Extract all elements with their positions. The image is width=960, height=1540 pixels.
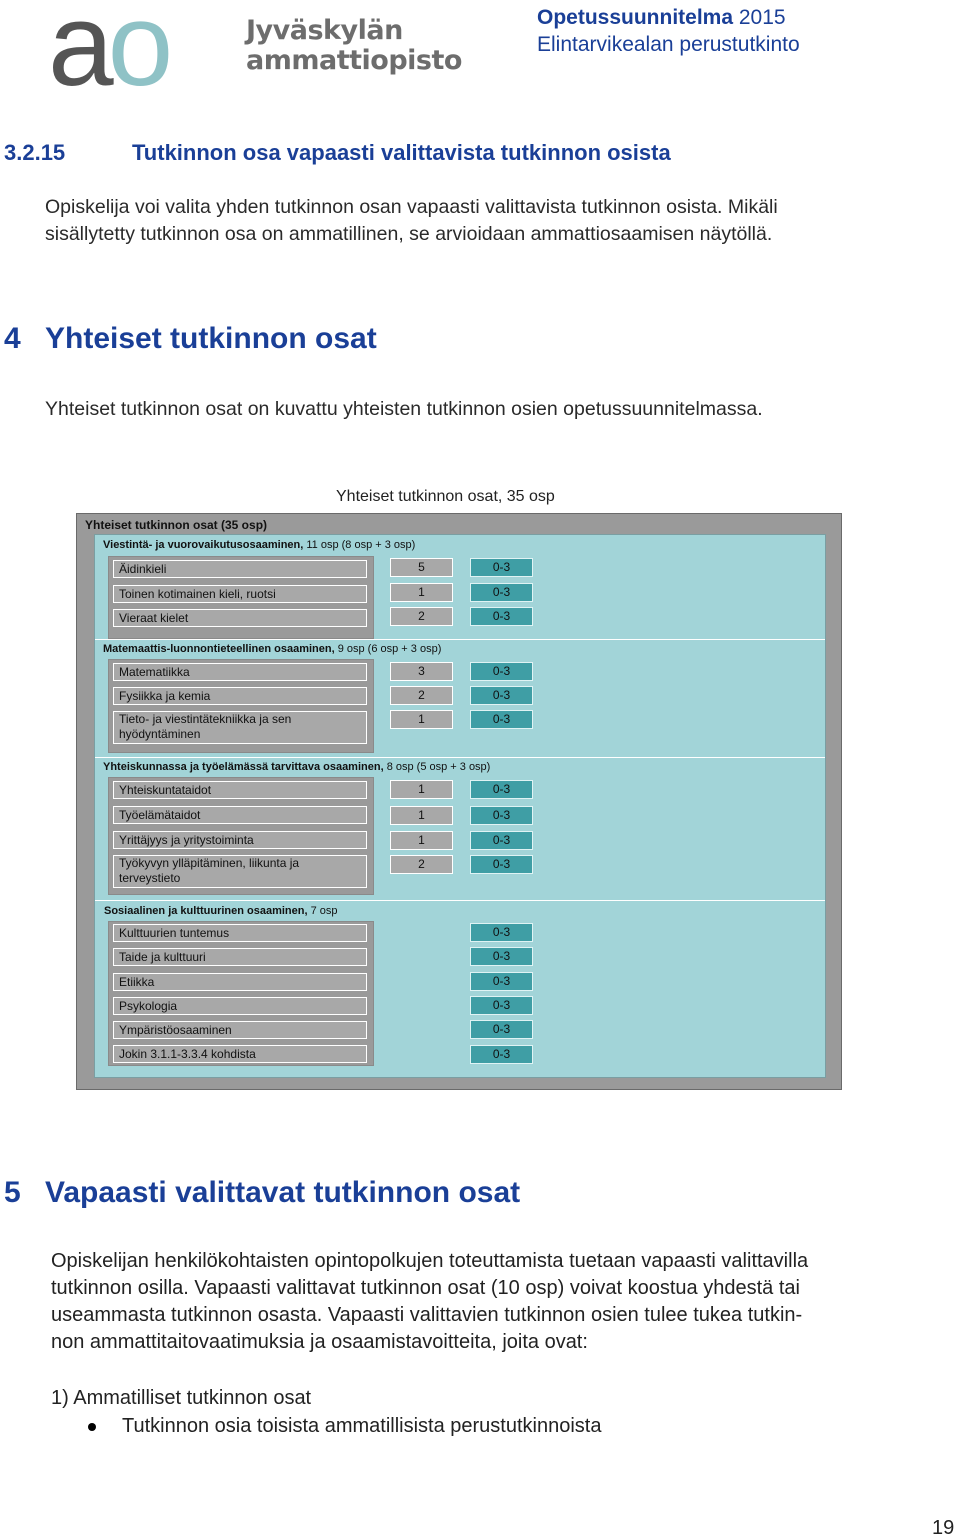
- diagram-outer-title: Yhteiset tutkinnon osat (35 osp): [85, 518, 268, 532]
- diagram-item: Äidinkieli: [113, 560, 367, 578]
- text-line: tutkinnon osilla. Vapaasti valittavat tutkinnon osat (10 osp) voivat koostua yhdestä tai: [51, 1277, 800, 1299]
- section-5-text: [51, 1248, 808, 1356]
- plan-title: Opetussuunnitelma: [537, 6, 734, 29]
- range-value: 0-3: [470, 831, 533, 850]
- range-value: 0-3: [470, 1020, 533, 1039]
- text-line: useammasta tutkinnon osasta. Vapaasti valittavien tutkinnon osien tulee tukea tutkin-: [51, 1304, 803, 1326]
- osp-value: 5: [390, 558, 453, 577]
- text-line: non ammattitaitovaatimuksia ja osaamistavoitteita, joita ovat:: [51, 1331, 588, 1353]
- section-4-heading: [4, 322, 377, 356]
- section-divider: [95, 757, 825, 758]
- osp-value: 3: [390, 662, 453, 681]
- range-value: 0-3: [470, 923, 533, 942]
- range-value: 0-3: [470, 662, 533, 681]
- diagram-item: Kulttuurien tuntemus: [113, 924, 367, 942]
- osp-value: 1: [390, 583, 453, 602]
- logo-name: [246, 16, 462, 76]
- bullet-item: Tutkinnon osia toisista ammatillisista perustutkinnoista: [122, 1415, 602, 1437]
- diagram-title: Yhteiset tutkinnon osat, 35 osp: [336, 488, 555, 505]
- diagram-item: Yhteiskuntataidot: [113, 781, 367, 799]
- page-number: 19: [932, 1517, 955, 1539]
- osp-value: 2: [390, 855, 453, 874]
- diagram-item: Taide ja kulttuuri: [113, 948, 367, 966]
- diagram-inner-panel: [94, 534, 826, 1078]
- diagram-item-group: [108, 556, 374, 639]
- section-divider: [95, 900, 825, 901]
- section-3-2-15-heading: [4, 140, 671, 166]
- range-value: 0-3: [470, 558, 533, 577]
- section-title: Tutkinnon osa vapaasti valittavista tutkinnon osista: [132, 140, 671, 165]
- section-number: 4: [4, 322, 21, 355]
- section-3-2-15-text: [45, 194, 778, 248]
- range-value: 0-3: [470, 607, 533, 626]
- range-value: 0-3: [470, 996, 533, 1015]
- diagram-item: Fysiikka ja kemia: [113, 687, 367, 705]
- osp-value: 1: [390, 806, 453, 825]
- section-title: Yhteiset tutkinnon osat: [45, 322, 377, 355]
- diagram-item-group: [108, 921, 374, 1066]
- text-line: Opiskelijan henkilökohtaisten opintopolkujen toteuttamista tuetaan vapaasti valittavilla: [51, 1250, 809, 1272]
- logo-letters: ao: [48, 0, 168, 111]
- range-value: 0-3: [470, 947, 533, 966]
- osp-value: 1: [390, 780, 453, 799]
- osp-value: 1: [390, 710, 453, 729]
- diagram-item: Yrittäjyys ja yritystoiminta: [113, 831, 367, 849]
- diagram-item: Psykologia: [113, 997, 367, 1015]
- program-name: Elintarvikealan perustutkinto: [537, 33, 800, 56]
- osp-value: 2: [390, 607, 453, 626]
- diagram-item: Toinen kotimainen kieli, ruotsi: [113, 585, 367, 603]
- range-value: 0-3: [470, 972, 533, 991]
- diagram-item: Vieraat kielet: [113, 609, 367, 627]
- diagram-item: Tieto- ja viestintätekniikka ja sen hyödyntäminen: [113, 711, 367, 744]
- section-divider: [95, 639, 825, 640]
- diagram-item: Ympäristöosaaminen: [113, 1021, 367, 1039]
- diagram-item: Jokin 3.1.1-3.3.4 kohdista: [113, 1045, 367, 1063]
- diagram-item-group: [108, 777, 374, 895]
- range-value: 0-3: [470, 806, 533, 825]
- range-value: 0-3: [470, 686, 533, 705]
- osp-value: 1: [390, 831, 453, 850]
- diagram-item: Työelämätaidot: [113, 806, 367, 824]
- diagram-section-title: Matemaattis-luonnontieteellinen osaaminen, 9 osp (6 osp + 3 osp): [103, 643, 442, 655]
- logo-line2: ammattiopisto: [246, 45, 462, 76]
- diagram-item: Matematiikka: [113, 663, 367, 681]
- range-value: 0-3: [470, 710, 533, 729]
- diagram-section-title: Yhteiskunnassa ja työelämässä tarvittava osaaminen, 8 osp (5 osp + 3 osp): [103, 761, 491, 773]
- range-value: 0-3: [470, 1045, 533, 1064]
- range-value: 0-3: [470, 780, 533, 799]
- document-header: [537, 4, 800, 58]
- section-number: 3.2.15: [4, 140, 66, 165]
- osp-value: 2: [390, 686, 453, 705]
- section-number: 5: [4, 1176, 21, 1209]
- range-value: 0-3: [470, 583, 533, 602]
- logo-line1: Jyväskylän: [246, 15, 403, 46]
- numbered-list-item: 1) Ammatilliset tutkinnon osat: [51, 1387, 312, 1409]
- section-5-heading: [4, 1176, 520, 1210]
- text-line: Opiskelija voi valita yhden tutkinnon osan vapaasti valittavista tutkinnon osista. Mikäli: [45, 196, 778, 218]
- bullet-icon: [88, 1423, 96, 1431]
- diagram-item-group: [108, 659, 374, 753]
- text-line: sisällytetty tutkinnon osa on ammatillinen, se arvioidaan ammattiosaamisen näytöllä.: [45, 223, 773, 245]
- plan-year: 2015: [738, 6, 786, 29]
- common-parts-diagram: [76, 513, 842, 1090]
- diagram-section-title: Sosiaalinen ja kulttuurinen osaaminen, 7 osp: [104, 905, 338, 917]
- section-title: Vapaasti valittavat tutkinnon osat: [45, 1176, 521, 1209]
- section-4-text: Yhteiset tutkinnon osat on kuvattu yhteisten tutkinnon osien opetussuunnitelmassa.: [45, 398, 763, 420]
- range-value: 0-3: [470, 855, 533, 874]
- diagram-item: Etiikka: [113, 973, 367, 991]
- diagram-item: Työkyvyn ylläpitäminen, liikunta ja terveystieto: [113, 855, 367, 888]
- diagram-section-title: Viestintä- ja vuorovaikutusosaaminen, 11 osp (8 osp + 3 osp): [103, 539, 416, 551]
